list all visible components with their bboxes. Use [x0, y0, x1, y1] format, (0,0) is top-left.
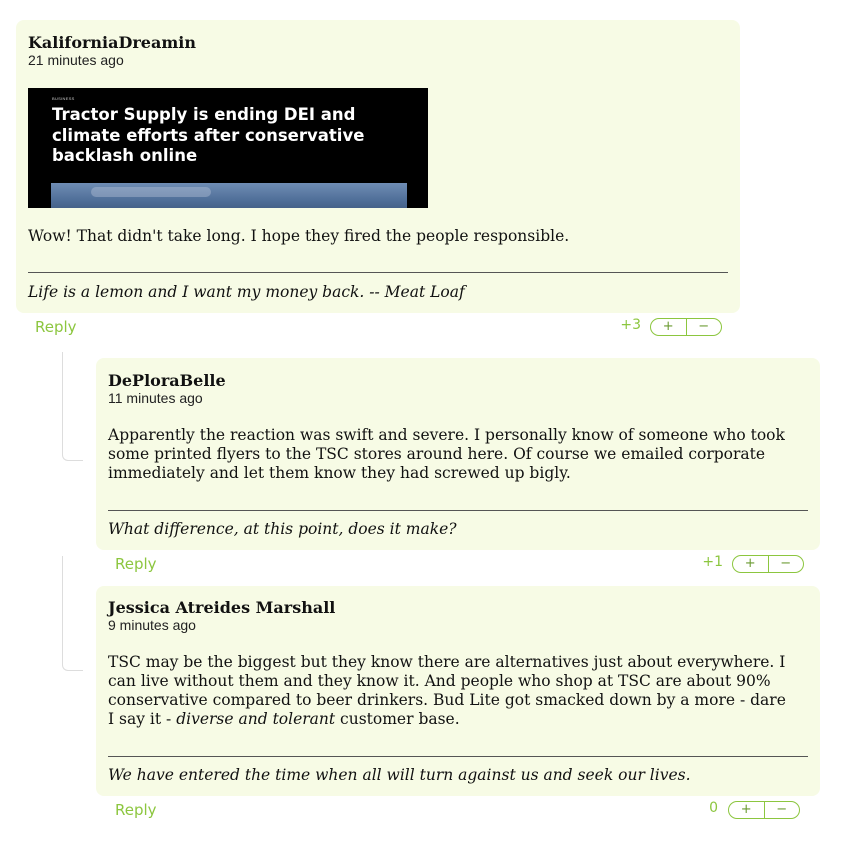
downvote-button[interactable]: −	[686, 319, 722, 335]
thread-connector	[62, 556, 83, 671]
body-text-fragment: customer base.	[335, 710, 460, 728]
comment-author[interactable]: KaliforniaDreamin	[28, 33, 196, 52]
comment-body-line	[108, 710, 786, 729]
upvote-button[interactable]: +	[662, 319, 674, 334]
body-text-fragment: I say it -	[108, 710, 177, 728]
comment-signature: Life is a lemon and I want my money back. -- Meat Loaf	[28, 283, 465, 301]
comment-body-line: can live without them and they know it. And people who shop at TSC are about 90%	[108, 672, 771, 690]
comment-timestamp[interactable]: 21 minutes ago	[28, 52, 124, 68]
comment-body: Wow! That didn't take long. I hope they fired the people responsible.	[28, 227, 570, 245]
vote-score: +1	[702, 554, 723, 570]
article-headline: Tractor Supply is ending DEI and climate efforts after conservative backlash online	[52, 105, 365, 165]
reply-button[interactable]: Reply	[35, 318, 77, 336]
comment-body-line: immediately and let them know they had screwed up bigly.	[108, 464, 571, 482]
reply-button[interactable]: Reply	[115, 801, 157, 819]
comment-body-line: conservative compared to beer drinkers. Bud Lite got smacked down by a more - dare	[108, 691, 786, 709]
comment-body-line: TSC may be the biggest but they know there are alternatives just about everywhere. I	[108, 653, 786, 671]
comment-body	[108, 426, 785, 483]
vote-score: 0	[709, 800, 718, 816]
vote-control	[732, 555, 804, 573]
thread-connector	[62, 352, 83, 461]
downvote-button[interactable]: −	[764, 802, 800, 818]
comment-body-line: Apparently the reaction was swift and severe. I personally know of someone who took	[108, 426, 785, 444]
vote-control	[650, 318, 722, 336]
comment-author[interactable]: Jessica Atreides Marshall	[108, 598, 336, 617]
upvote-button[interactable]: +	[744, 556, 756, 571]
comment-timestamp[interactable]: 11 minutes ago	[108, 390, 203, 406]
signature-divider	[108, 510, 808, 511]
signature-divider	[28, 272, 728, 273]
downvote-button[interactable]: −	[768, 556, 804, 572]
signature-divider	[108, 756, 808, 757]
comment-timestamp[interactable]: 9 minutes ago	[108, 617, 196, 633]
comment-body	[108, 653, 786, 729]
upvote-button[interactable]: +	[740, 802, 752, 817]
article-preview-image[interactable]	[28, 88, 428, 208]
comment-body-line: some printed flyers to the TSC stores around here. Of course we emailed corporate	[108, 445, 766, 463]
body-emphasis: diverse and tolerant	[176, 710, 336, 728]
comment-author[interactable]: DePloraBelle	[108, 371, 226, 390]
comment-signature: What difference, at this point, does it make?	[108, 520, 457, 538]
article-kicker: BUSINESS	[52, 96, 75, 101]
reply-button[interactable]: Reply	[115, 555, 157, 573]
vote-score: +3	[620, 317, 641, 333]
comment-signature: We have entered the time when all will turn against us and seek our lives.	[108, 766, 691, 784]
article-photo	[51, 183, 407, 208]
vote-control	[728, 801, 800, 819]
